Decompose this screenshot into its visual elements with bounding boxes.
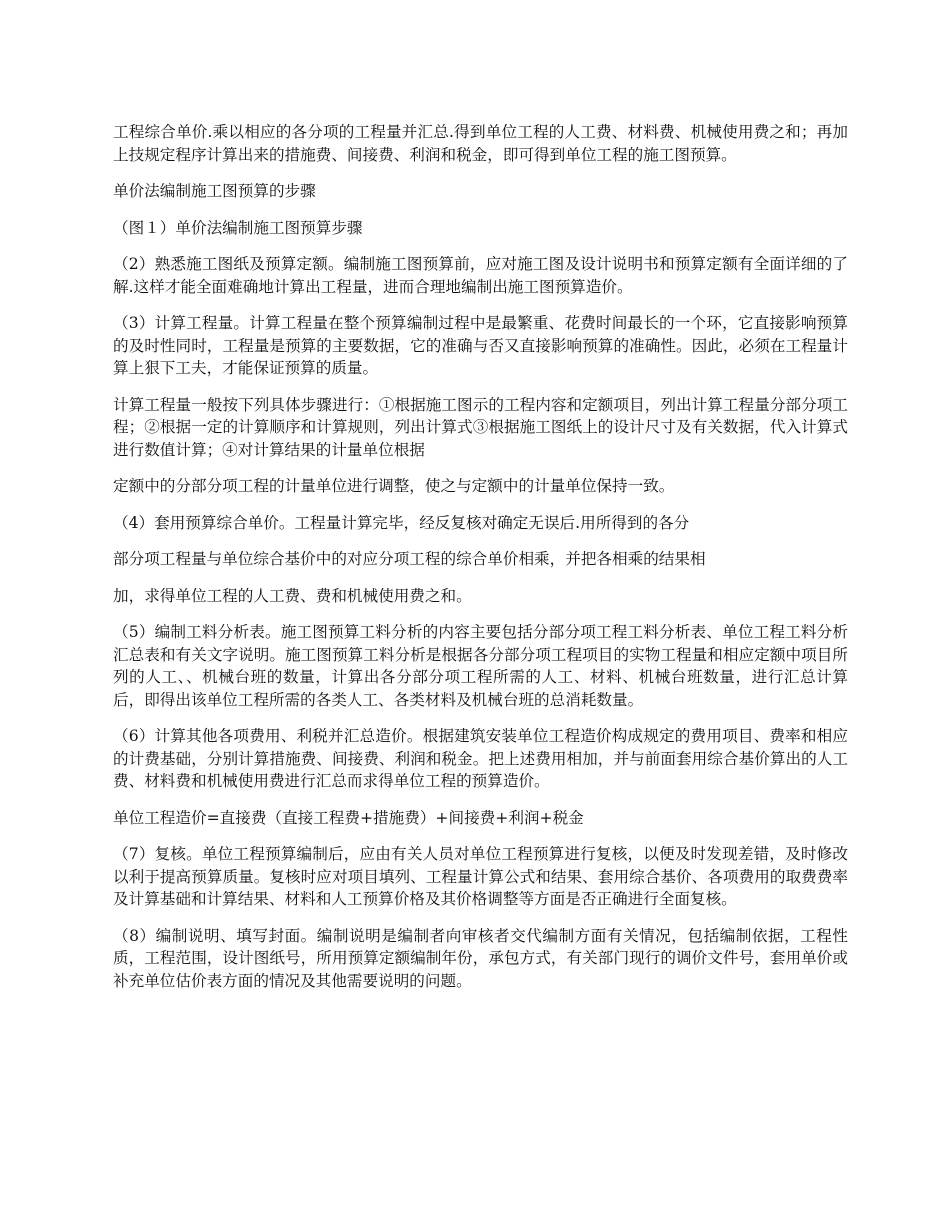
paragraph-step-3-continued: 定额中的分部分项工程的计量单位进行调整，使之与定额中的计量单位保持一致。	[113, 477, 675, 495]
paragraph-step-8: （8）编制说明、填写封面。编制说明是编制者向审核者交代编制方面有关情况，包括编制依据，工程性质，工程范围，设计图纸号，所用预算定额编制年份，承包方式，有关部门现行的调价文件号，套用单价或补充单位估价表方面的情况及其他需要说明的问题。	[113, 926, 848, 990]
paragraph-step-6: （6）计算其他各项费用、利税并汇总造价。根据建筑安装单位工程造价构成规定的费用项目、费率和相应的计费基础，分别计算措施费、间接费、利润和税金。把上述费用相加，并与前面套用综合基价算出的人工费、材料费和机械使用费进行汇总而求得单位工程的预算造价。	[113, 727, 849, 790]
section-heading: 单价法编制施工图预算的步骤	[113, 182, 316, 200]
paragraph-step-4-end: 加，求得单位工程的人工费、费和机械使用费之和。	[113, 586, 472, 605]
paragraph-step-4: （4）套用预算综合单价。工程量计算完毕，经反复核对确定无误后.用所得到的各分	[113, 513, 690, 532]
paragraph-step-5: （5）编制工料分析表。施工图预算工料分析的内容主要包括分部分项工程工料分析表、单位工程工料分析汇总表和有关文字说明。施工图预算工料分析是根据各分部分项工程项目的实物工程量和相应定额中项目所列的人工、、机械台班的数量，计算出各分部分项工程所需的人工、材料、机械台班数量，进行汇总计算后，即得出该单位工程所需的各类人工、各类材料及机械台班的总消耗数量。	[113, 623, 849, 709]
cost-formula: 单位工程造价=直接费（直接工程费+措施费）+间接费+利润+税金	[113, 808, 584, 827]
paragraph-intro: 工程综合单价.乘以相应的各分项的工程量并汇总.得到单位工程的人工费、材料费、机械使用费之和；再加上技规定程序计算出来的措施费、间接费、利润和税金，即可得到单位工程的施工图预算。	[113, 123, 848, 164]
paragraph-step-3: （3）计算工程量。计算工程量在整个预算编制过程中是最繁重、花费时间最长的一个环，它直接影响预算的及时性同时，工程量是预算的主要数据，它的准确与否又直接影响预算的准确性。因此，必须在工程量计算上狠下工夫，才能保证预算的质量。	[113, 314, 849, 377]
document-body	[113, 121, 848, 1006]
paragraph-step-3-details: 计算工程量一般按下列具体步骤进行：①根据施工图示的工程内容和定额项目，列出计算工程量分部分项工程；②根据一定的计算顺序和计算规则，列出计算式③根据施工图纸上的设计尺寸及有关数据，代入计算式进行数值计算；④对计算结果的计量单位根据	[113, 395, 848, 459]
paragraph-step-4-continued: 部分项工程量与单位综合基价中的对应分项工程的综合单价相乘，并把各相乘的结果相	[113, 550, 706, 568]
paragraph-step-2: （2）熟悉施工图纸及预算定额。编制施工图预算前，应对施工图及设计说明书和预算定额有全面详细的了解.这样才能全面难确地计算出工程量，进而合理地编制出施工图预算造价。	[113, 255, 849, 296]
paragraph-step-7: （7）复核。单位工程预算编制后，应由有关人员对单位工程预算进行复核，以便及时发现差错，及时修改以利于提高预算质量。复核时应对项目填列、工程量计算公式和结果、套用综合基价、各项费用的取费费率及计算基础和计算结果、材料和人工预算价格及其价格调整等方面是否正确进行全面复核。	[113, 845, 849, 908]
figure-caption: （图１）单价法编制施工图预算步骤	[113, 218, 363, 237]
